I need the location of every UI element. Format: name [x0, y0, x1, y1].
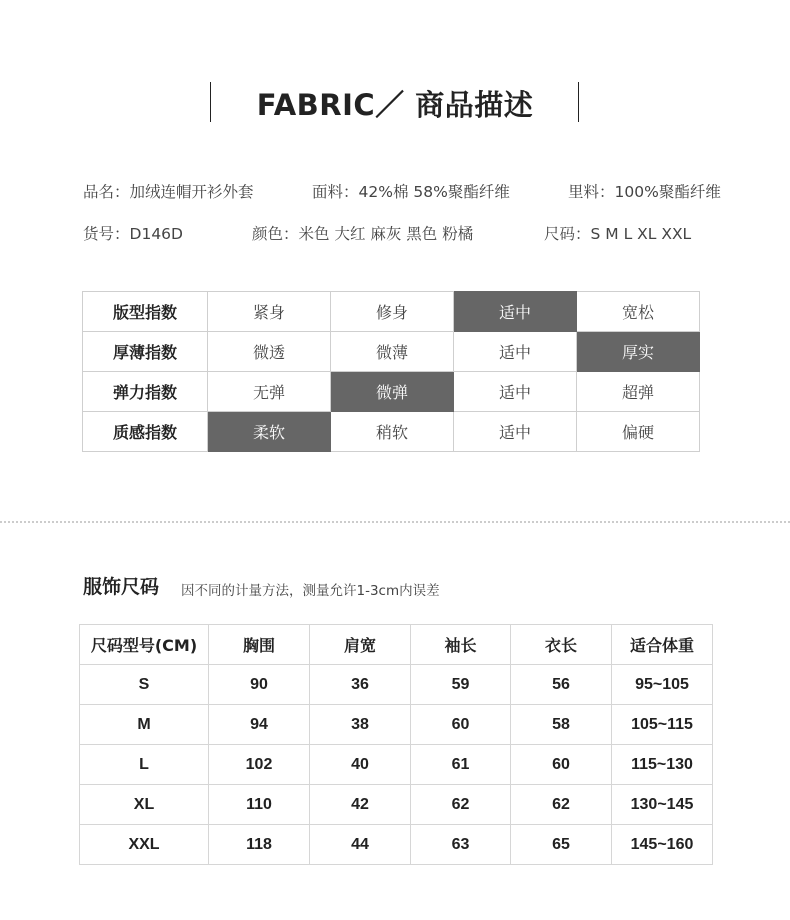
info-value: 米色 大红 麻灰 黑色 粉橘 — [298, 225, 474, 243]
size-value-cell: 56 — [511, 665, 612, 705]
page-title: FABRIC／ 商品描述 — [256, 88, 534, 122]
size-label-cell: S — [80, 665, 209, 705]
size-label-cell: L — [80, 745, 209, 785]
fabric-index-option: 微透 — [208, 332, 331, 372]
info-value: S M L XL XXL — [590, 225, 692, 243]
fabric-index-option: 超弹 — [577, 372, 700, 412]
info-value: 42%棉 58%聚酯纤维 — [358, 183, 510, 201]
size-value-cell: 62 — [511, 785, 612, 825]
size-value-cell: 118 — [209, 825, 310, 865]
size-column-header: 肩宽 — [310, 625, 411, 665]
info-label: 货号： — [83, 225, 130, 243]
size-column-header: 尺码型号(CM) — [80, 625, 209, 665]
size-value-cell: 63 — [411, 825, 511, 865]
size-value-cell: 61 — [411, 745, 511, 785]
size-value-cell: 110 — [209, 785, 310, 825]
info-label: 品名： — [83, 183, 130, 201]
fabric-index-label: 弹力指数 — [83, 372, 208, 412]
size-section-note: 因不同的计量方法，测量允许1-3cm内误差 — [181, 583, 440, 599]
fabric-index-row — [83, 372, 700, 412]
size-value-cell: 65 — [511, 825, 612, 865]
fabric-index-option-selected: 适中 — [454, 292, 577, 332]
dotted-divider — [0, 521, 790, 523]
size-value-cell: 130~145 — [612, 785, 713, 825]
size-value-cell: 115~130 — [612, 745, 713, 785]
info-fabric — [312, 180, 510, 202]
fabric-index-option: 修身 — [331, 292, 454, 332]
fabric-index-option: 适中 — [454, 372, 577, 412]
size-label-cell: XXL — [80, 825, 209, 865]
size-value-cell: 94 — [209, 705, 310, 745]
fabric-index-option: 偏硬 — [577, 412, 700, 452]
size-value-cell: 36 — [310, 665, 411, 705]
size-row — [80, 785, 713, 825]
size-column-header: 胸围 — [209, 625, 310, 665]
fabric-index-option: 适中 — [454, 412, 577, 452]
info-value: 加绒连帽开衫外套 — [129, 183, 254, 201]
size-column-header: 衣长 — [511, 625, 612, 665]
size-value-cell: 102 — [209, 745, 310, 785]
size-value-cell: 145~160 — [612, 825, 713, 865]
info-value: 100%聚酯纤维 — [614, 183, 721, 201]
size-value-cell: 38 — [310, 705, 411, 745]
fabric-index-option: 微薄 — [331, 332, 454, 372]
size-value-cell: 90 — [209, 665, 310, 705]
info-label: 里料： — [568, 183, 615, 201]
size-value-cell: 62 — [411, 785, 511, 825]
info-label: 面料： — [312, 183, 359, 201]
info-product-name — [83, 180, 254, 202]
size-value-cell: 60 — [411, 705, 511, 745]
fabric-index-option-selected: 微弹 — [331, 372, 454, 412]
info-sizes — [544, 222, 691, 244]
size-row — [80, 825, 713, 865]
size-row — [80, 745, 713, 785]
size-row — [80, 705, 713, 745]
size-value-cell: 40 — [310, 745, 411, 785]
size-value-cell: 105~115 — [612, 705, 713, 745]
info-item-number — [83, 222, 183, 244]
fabric-index-option-selected: 厚实 — [577, 332, 700, 372]
size-label-cell: XL — [80, 785, 209, 825]
fabric-index-option: 适中 — [454, 332, 577, 372]
info-label: 尺码： — [544, 225, 591, 243]
fabric-index-label: 版型指数 — [83, 292, 208, 332]
size-value-cell: 95~105 — [612, 665, 713, 705]
info-label: 颜色： — [252, 225, 299, 243]
fabric-index-option: 宽松 — [577, 292, 700, 332]
fabric-index-option: 稍软 — [331, 412, 454, 452]
size-value-cell: 58 — [511, 705, 612, 745]
size-value-cell: 60 — [511, 745, 612, 785]
fabric-index-option: 紧身 — [208, 292, 331, 332]
size-chart-table — [79, 624, 713, 865]
fabric-index-label: 厚薄指数 — [83, 332, 208, 372]
info-colors — [252, 222, 473, 244]
size-value-cell: 42 — [310, 785, 411, 825]
info-value: D146D — [129, 225, 183, 243]
size-row — [80, 665, 713, 705]
size-value-cell: 44 — [310, 825, 411, 865]
fabric-index-option-selected: 柔软 — [208, 412, 331, 452]
fabric-index-option: 无弹 — [208, 372, 331, 412]
size-value-cell: 59 — [411, 665, 511, 705]
size-section-title: 服饰尺码 — [83, 576, 160, 598]
size-header-row — [80, 625, 713, 665]
size-label-cell: M — [80, 705, 209, 745]
fabric-index-label: 质感指数 — [83, 412, 208, 452]
fabric-index-row — [83, 412, 700, 452]
fabric-index-row — [83, 292, 700, 332]
fabric-index-row — [83, 332, 700, 372]
info-lining — [568, 180, 721, 202]
fabric-index-table — [82, 291, 700, 452]
size-column-header: 袖长 — [411, 625, 511, 665]
size-column-header: 适合体重 — [612, 625, 713, 665]
